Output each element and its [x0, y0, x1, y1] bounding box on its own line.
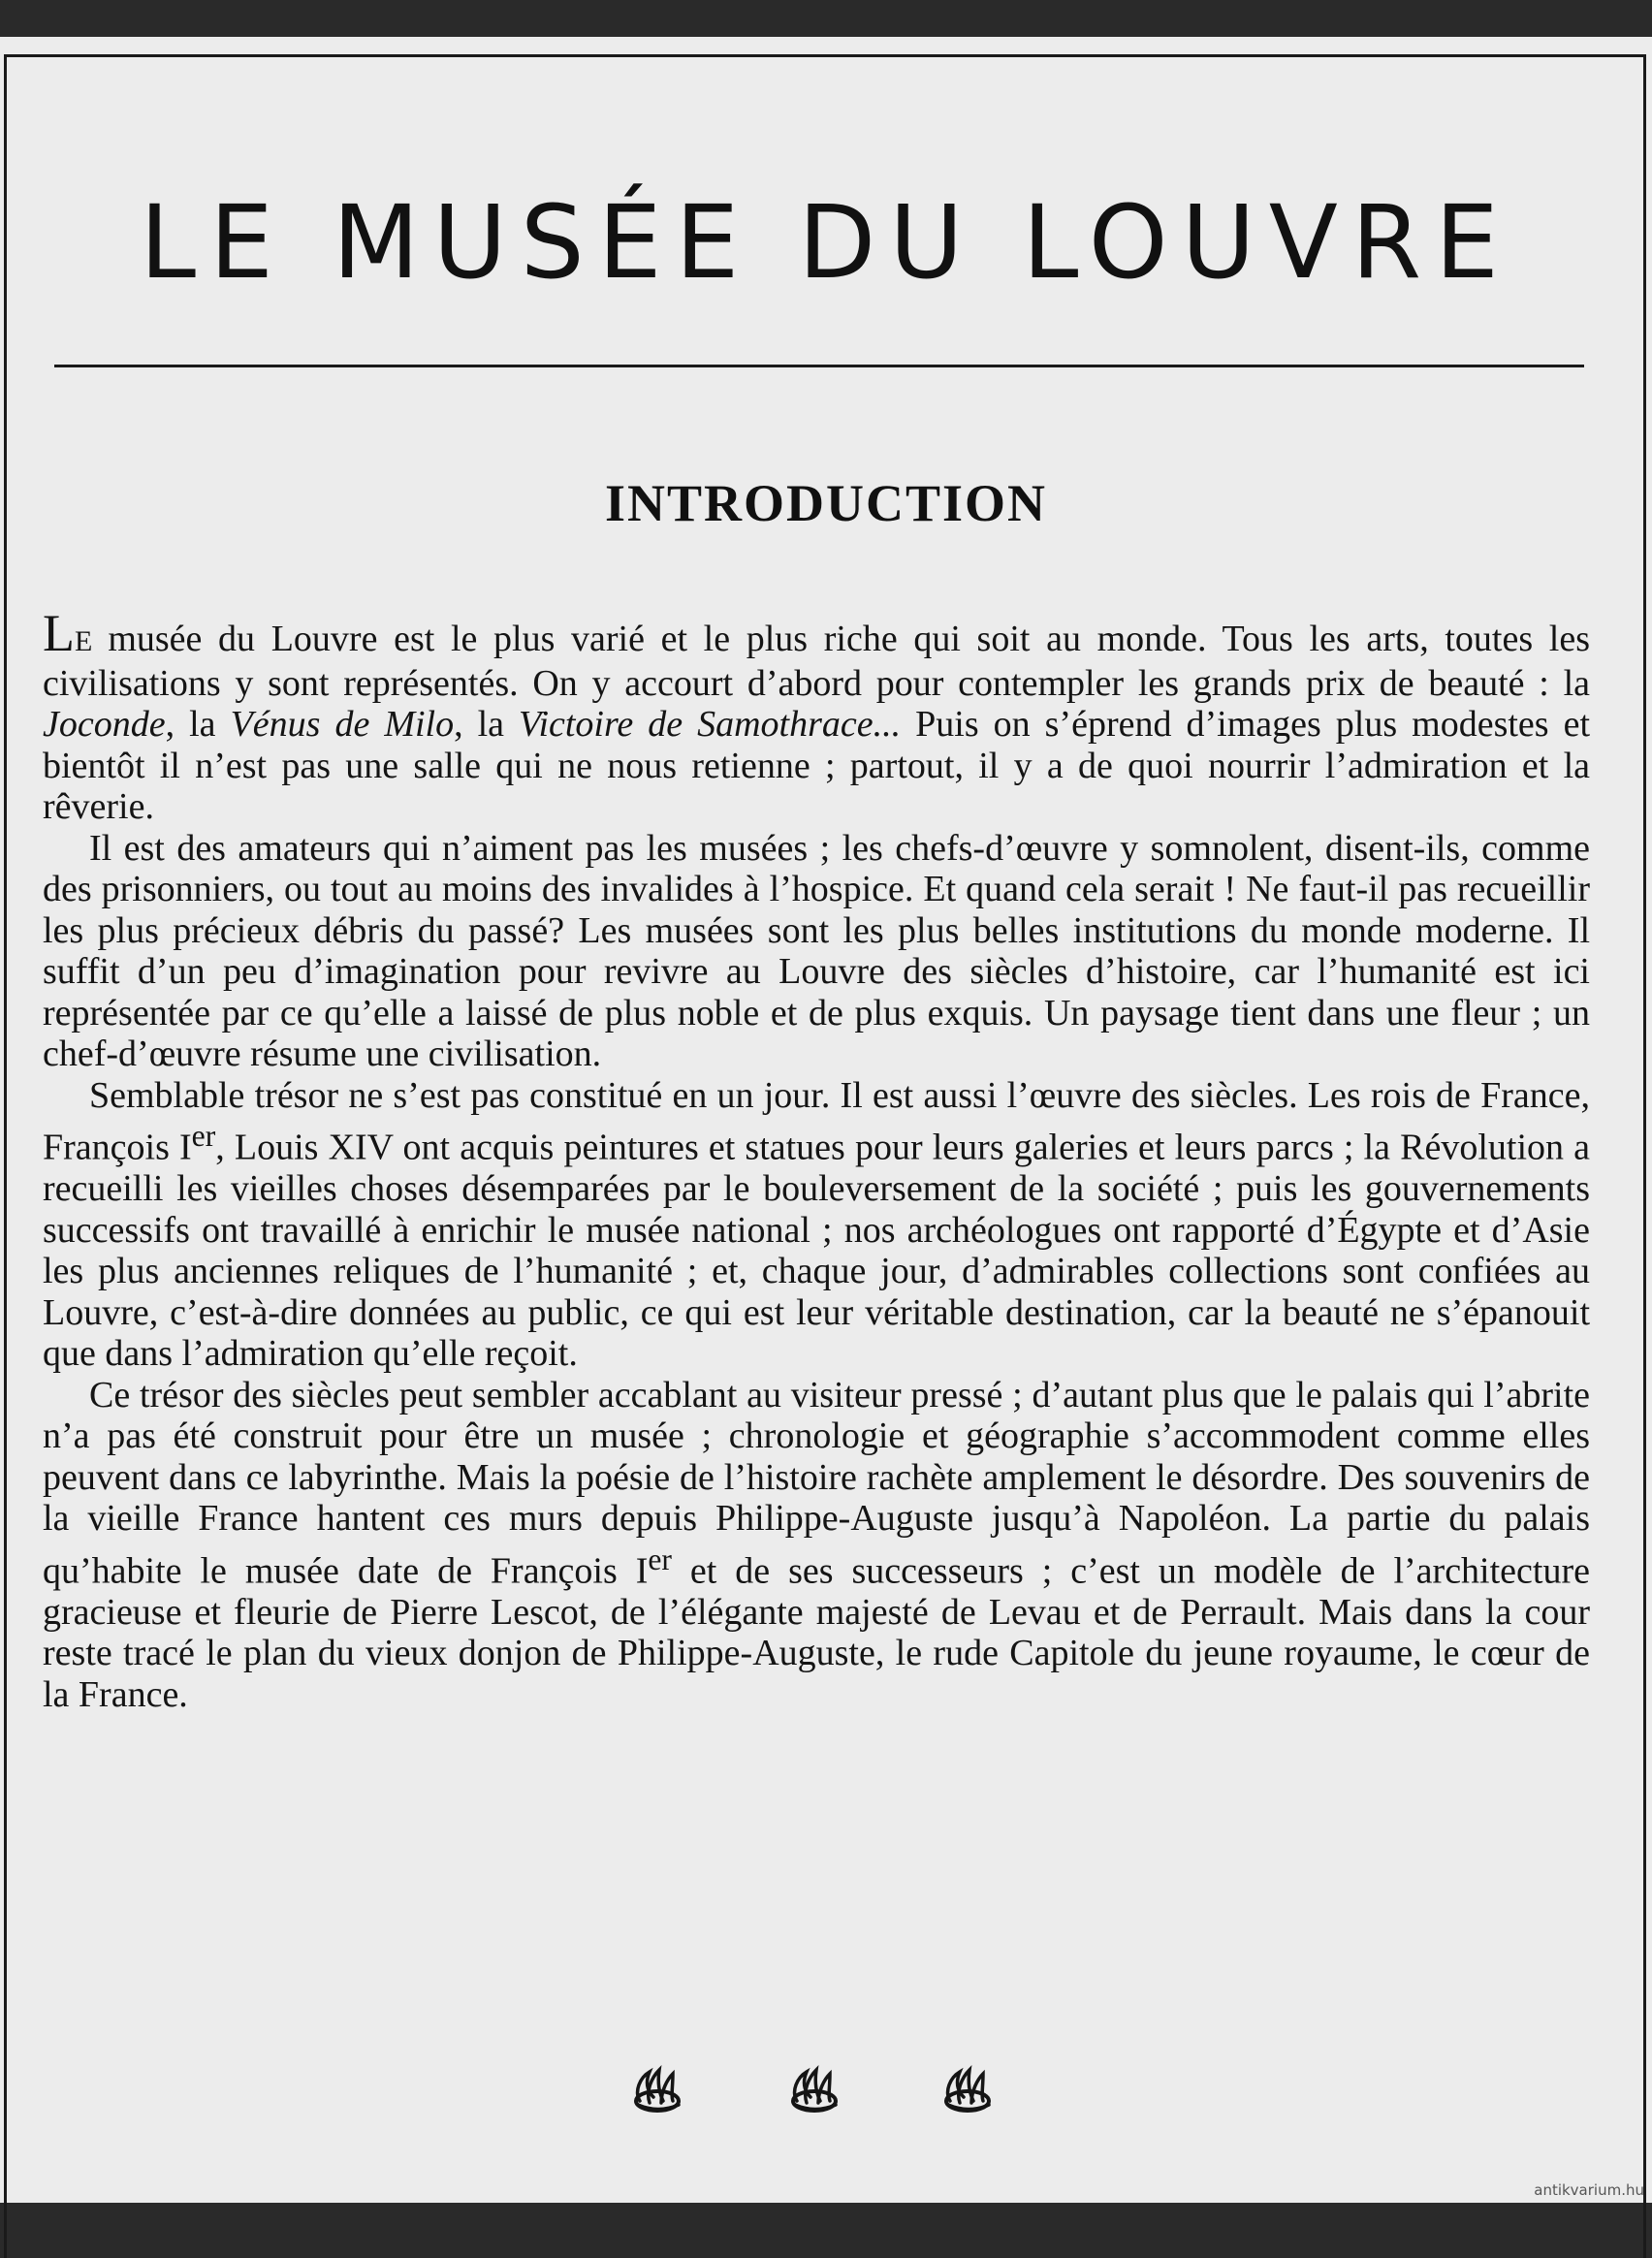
paragraph-text: , Louis XIV ont acquis peintures et statues pour leurs galeries et leurs parcs ; la Révolution a recueilli les vieilles choses désemparées par le bouleversement de la société ; puis les gouvernements successifs ont travaillé à enrichir le musée national ; nos archéologues ont rapporté d’Égypte et d’Asie les plus anciennes reliques de l’humanité ; et, chaque jour, d’admirables collections sont confiées au Louvre, c’est-à-dire données au public, ce qui est leur véritable destination, car la beauté ne s’épanouit que dans l’admiration qu’elle reçoit.	[43, 1127, 1590, 1375]
italic-title: Victoire de Samothrace...	[519, 704, 902, 745]
paragraph-text: , la	[454, 704, 520, 745]
drop-cap: L	[43, 604, 75, 662]
superscript: er	[648, 1542, 672, 1576]
paragraph-text: , la	[165, 704, 231, 745]
paragraph-1	[43, 604, 1590, 828]
flame-ornament-icon	[628, 2058, 686, 2116]
flame-ornament-icon	[785, 2058, 843, 2116]
paragraph-4	[43, 1375, 1590, 1716]
paragraph-2: Il est des amateurs qui n’aiment pas les musées ; les chefs-d’œuvre y somnolent, disent-ils, comme des prisonniers, ou tout au moins des invalides à l’hospice. Et quand cela serait ! Ne faut-il pas recueillir les plus précieux débris du passé? Les musées sont les plus belles institutions du monde moderne. Il suffit d’un peu d’imagination pour revivre au Louvre des siècles d’histoire, car l’humanité est ici représentée par ce qu’elle a laissé de plus noble et de plus exquis. Un paysage tient dans une fleur ; un chef-d’œuvre résume une civilisation.	[43, 827, 1590, 1074]
paragraph-text: Puis on s’éprend d’images plus modestes et bientôt il n’est pas une salle qui ne nous retienne ; partout, il y a de quoi nourrir l’admiration et la rêverie.	[43, 704, 1590, 827]
paragraph-text: musée du Louvre est le plus varié et le plus riche qui soit au monde. Tous les arts, toutes les civilisations y sont représentés. On y accourt d’abord pour contempler les grands prix de beauté : la	[43, 619, 1590, 704]
body-text	[43, 604, 1590, 1715]
paragraph-text: Semblable trésor ne s’est pas constitué en un jour. Il est aussi l’œuvre des siècles. Les rois de France, François I	[43, 1074, 1590, 1168]
small-cap: E	[75, 625, 93, 657]
paragraph-text: et de ses successeurs ; c’est un modèle de l’architecture gracieuse et fleurie de Pierre Lescot, de l’élégante majesté de Levau et de Perrault. Mais dans la cour reste tracé le plan du vieux donjon de Philippe-Auguste, le rude Capitole du jeune royaume, le cœur de la France.	[43, 1550, 1590, 1715]
ornament-row	[0, 2058, 1652, 2116]
flame-ornament-icon	[938, 2058, 997, 2116]
watermark: antikvarium.hu	[1534, 2181, 1644, 2199]
superscript: er	[191, 1119, 216, 1153]
page-title: LE MUSÉE DU LOUVRE	[140, 183, 1512, 302]
title-divider	[54, 365, 1584, 367]
section-title: INTRODUCTION	[604, 474, 1048, 532]
paragraph-text: Ce trésor des siècles peut sembler accablant au visiteur pressé ; d’autant plus que le palais qui l’abrite n’a pas été construit pour être un musée ; chronologie et géographie s’accommodent comme elles peuvent dans ce labyrinthe. Mais la poésie de l’histoire rachète amplement le désordre. Des souvenirs de la vieille France hantent ces murs depuis Philippe-Auguste jusqu’à Napoléon. La partie du palais qu’habite le musée date de François I	[43, 1374, 1590, 1592]
book-page	[0, 37, 1652, 2203]
paragraph-3	[43, 1075, 1590, 1375]
italic-title: Joconde	[43, 704, 166, 745]
italic-title: Vénus de Milo	[230, 704, 455, 745]
